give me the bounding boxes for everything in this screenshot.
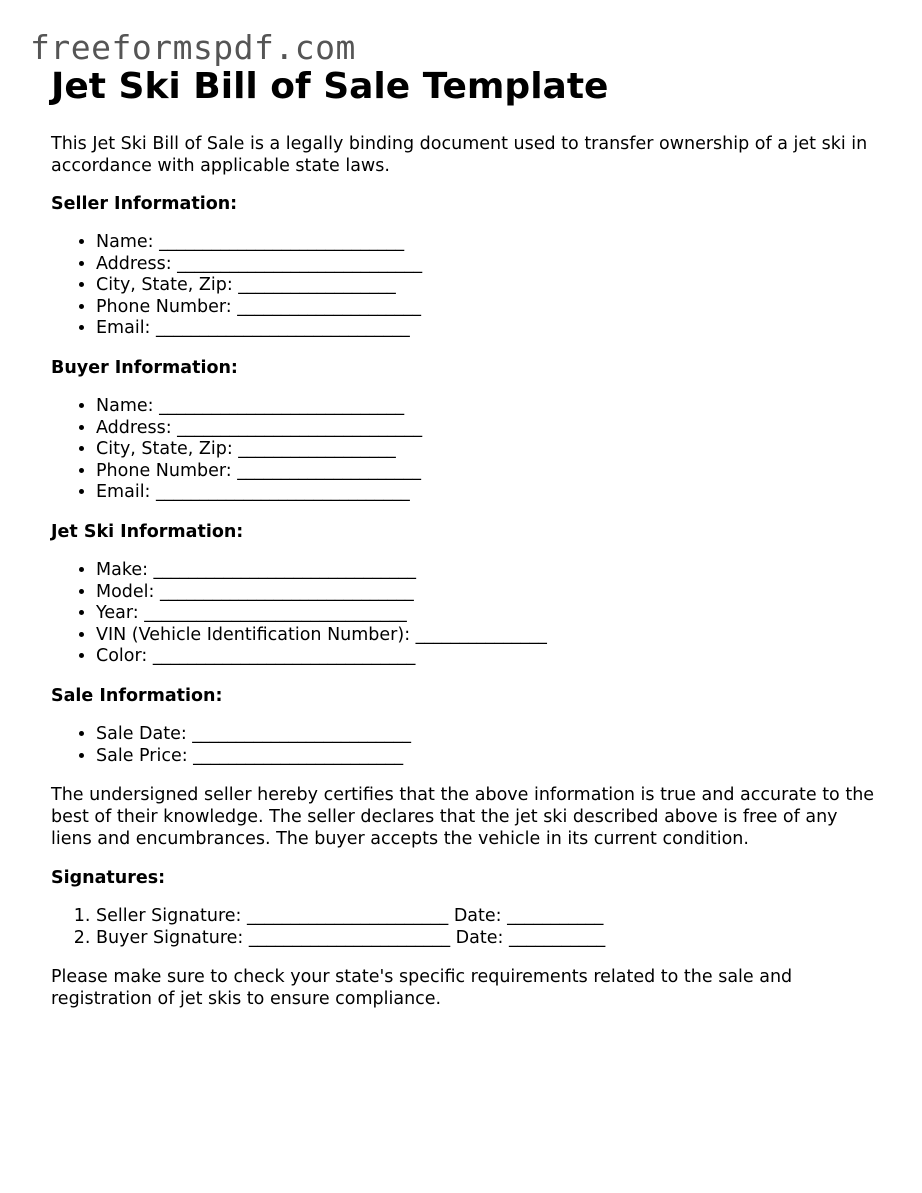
seller-city-state-zip-field: • City, State, Zip: __________________ (96, 275, 881, 297)
seller-signature-field: 1. Seller Signature: _______________________ Date: ___________ (96, 906, 881, 928)
sale-list (51, 724, 881, 767)
intro-paragraph: This Jet Ski Bill of Sale is a legally binding document used to transfer ownership of a jet ski in accordance with applicable state laws. (51, 134, 868, 176)
seller-heading: Seller Information: (51, 194, 238, 214)
seller-list (51, 232, 881, 340)
jetski-heading: Jet Ski Information: (51, 521, 244, 542)
seller-address-field: • Address: ____________________________ (96, 254, 881, 276)
buyer-heading: Buyer Information: (51, 357, 238, 378)
buyer-name-field: • Name: ____________________________ (96, 396, 881, 418)
jetski-list (51, 560, 881, 668)
page-title: Jet Ski Bill of Sale Template (51, 66, 609, 107)
sale-heading: Sale Information: (51, 685, 223, 706)
seller-name-field: • Name: ____________________________ (96, 232, 881, 254)
watermark: freeformspdf.com (30, 28, 356, 67)
jetski-make-field: • Make: ______________________________ (96, 560, 881, 582)
seller-email-field: • Email: _____________________________ (96, 318, 881, 340)
buyer-address-field: • Address: ____________________________ (96, 418, 881, 440)
sale-date-field: • Sale Date: _________________________ (96, 724, 881, 746)
buyer-phone-field: • Phone Number: _____________________ (96, 461, 881, 483)
buyer-signature-field: 2. Buyer Signature: _______________________ Date: ___________ (96, 928, 881, 950)
document-body (51, 64, 881, 1010)
signatures-list (51, 906, 881, 949)
jetski-model-field: • Model: _____________________________ (96, 582, 881, 604)
signatures-heading: Signatures: (51, 868, 166, 889)
buyer-city-state-zip-field: • City, State, Zip: __________________ (96, 439, 881, 461)
buyer-list (51, 396, 881, 504)
closing-paragraph: Please make sure to check your state's specific requirements related to the sale and registration of jet skis to ensure compliance. (51, 967, 793, 1010)
certification-paragraph: The undersigned seller hereby certifies that the above information is true and accurate to the best of their knowledge. The seller declares that the jet ski described above is free of any liens and encumbrances. The buyer accepts the vehicle in its current condition. (51, 785, 875, 850)
jetski-vin-field: • VIN (Vehicle Identification Number): _______________ (96, 625, 881, 647)
seller-phone-field: • Phone Number: _____________________ (96, 297, 881, 319)
sale-price-field: • Sale Price: ________________________ (96, 746, 881, 768)
jetski-year-field: • Year: ______________________________ (96, 603, 881, 625)
buyer-email-field: • Email: _____________________________ (96, 482, 881, 504)
jetski-color-field: • Color: ______________________________ (96, 646, 881, 668)
